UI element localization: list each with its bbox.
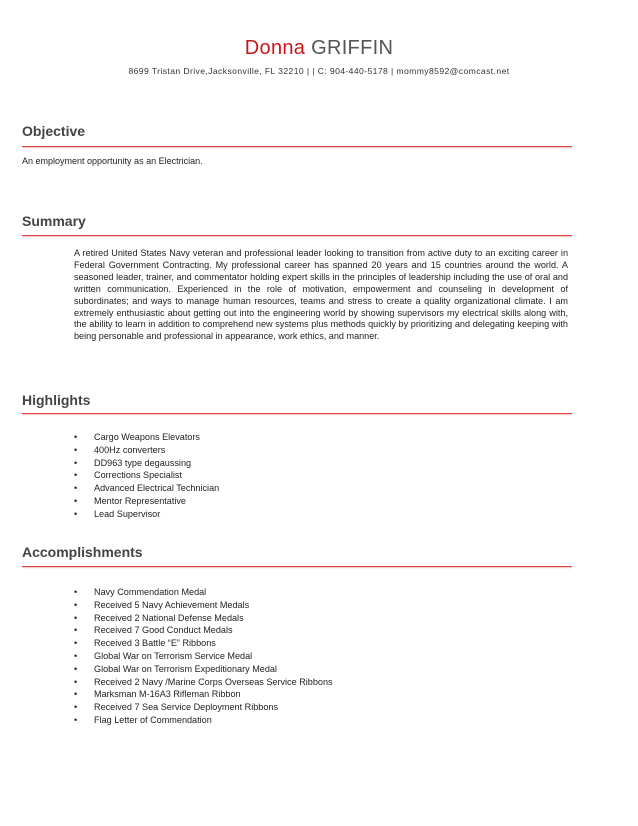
list-item: • 400Hz converters [74,444,219,457]
list-item: • Received 7 Good Conduct Medals [74,624,333,637]
last-name: GRIFFIN [311,37,394,59]
objective-text: An employment opportunity as an Electrician. [22,156,203,166]
list-item: • Navy Commendation Medal [74,586,333,599]
list-item: • Flag Letter of Commendation [74,714,333,727]
list-item: • Received 2 National Defense Medals [74,612,333,625]
list-item: • Mentor Representative [74,495,219,508]
resume-header [0,36,638,60]
first-name: Donna [244,37,306,59]
list-item: • Global War on Terrorism Expeditionary Medal [74,663,333,676]
highlights-heading: Highlights [22,392,91,408]
list-item: • Received 7 Sea Service Deployment Ribbons [74,701,333,714]
accomplishments-heading: Accomplishments [22,544,143,560]
list-item: • Received 5 Navy Achievement Medals [74,599,333,612]
accomplishments-list [74,586,333,727]
objective-divider [22,146,572,147]
highlights-divider [22,413,572,414]
objective-heading: Objective [22,123,86,139]
list-item: • Lead Supervisor [74,508,219,521]
list-item: • Corrections Specialist [74,469,219,482]
accomplishments-divider [22,566,572,567]
list-item: • Marksman M-16A3 Rifleman Ribbon [74,688,333,701]
summary-text: A retired United States Navy veteran and professional leader looking to transition from active duty to an exciting career in Federal Government Contracting. My professional career has spanned 20 years and 15 countries around the world. A seasoned leader, trainer, and commentator holding expert skills in the principles of leadership including the use of oral and written communication. Experienced in the role of motivation, empowerment and counseling in development of subordinates; and ways to manage human resources, teams and stress to create a quality organizational climate. I am extremely enthusiastic about getting out into the engineering world by showing supervisors my electrical skills along with, the ability to learn in addition to comprehend new systems plus methods quickly by prioritizing and delegating keeping with being personable and professional in appearance, work ethics, and manner. [74,248,568,342]
highlights-list [74,431,219,521]
summary-divider [22,235,572,236]
list-item: • Received 2 Navy /Marine Corps Overseas Service Ribbons [74,676,333,689]
list-item: • Global War on Terrorism Service Medal [74,650,333,663]
list-item: • DD963 type degaussing [74,457,219,470]
list-item: • Cargo Weapons Elevators [74,431,219,444]
list-item: • Advanced Electrical Technician [74,482,219,495]
summary-heading: Summary [22,213,86,229]
list-item: • Received 3 Battle “E” Ribbons [74,637,333,650]
candidate-name [0,36,638,60]
contact-line: 8699 Tristan Drive,Jacksonville, FL 32210 | | C: 904-440-5178 | mommy8592@comcast.net [128,66,510,76]
